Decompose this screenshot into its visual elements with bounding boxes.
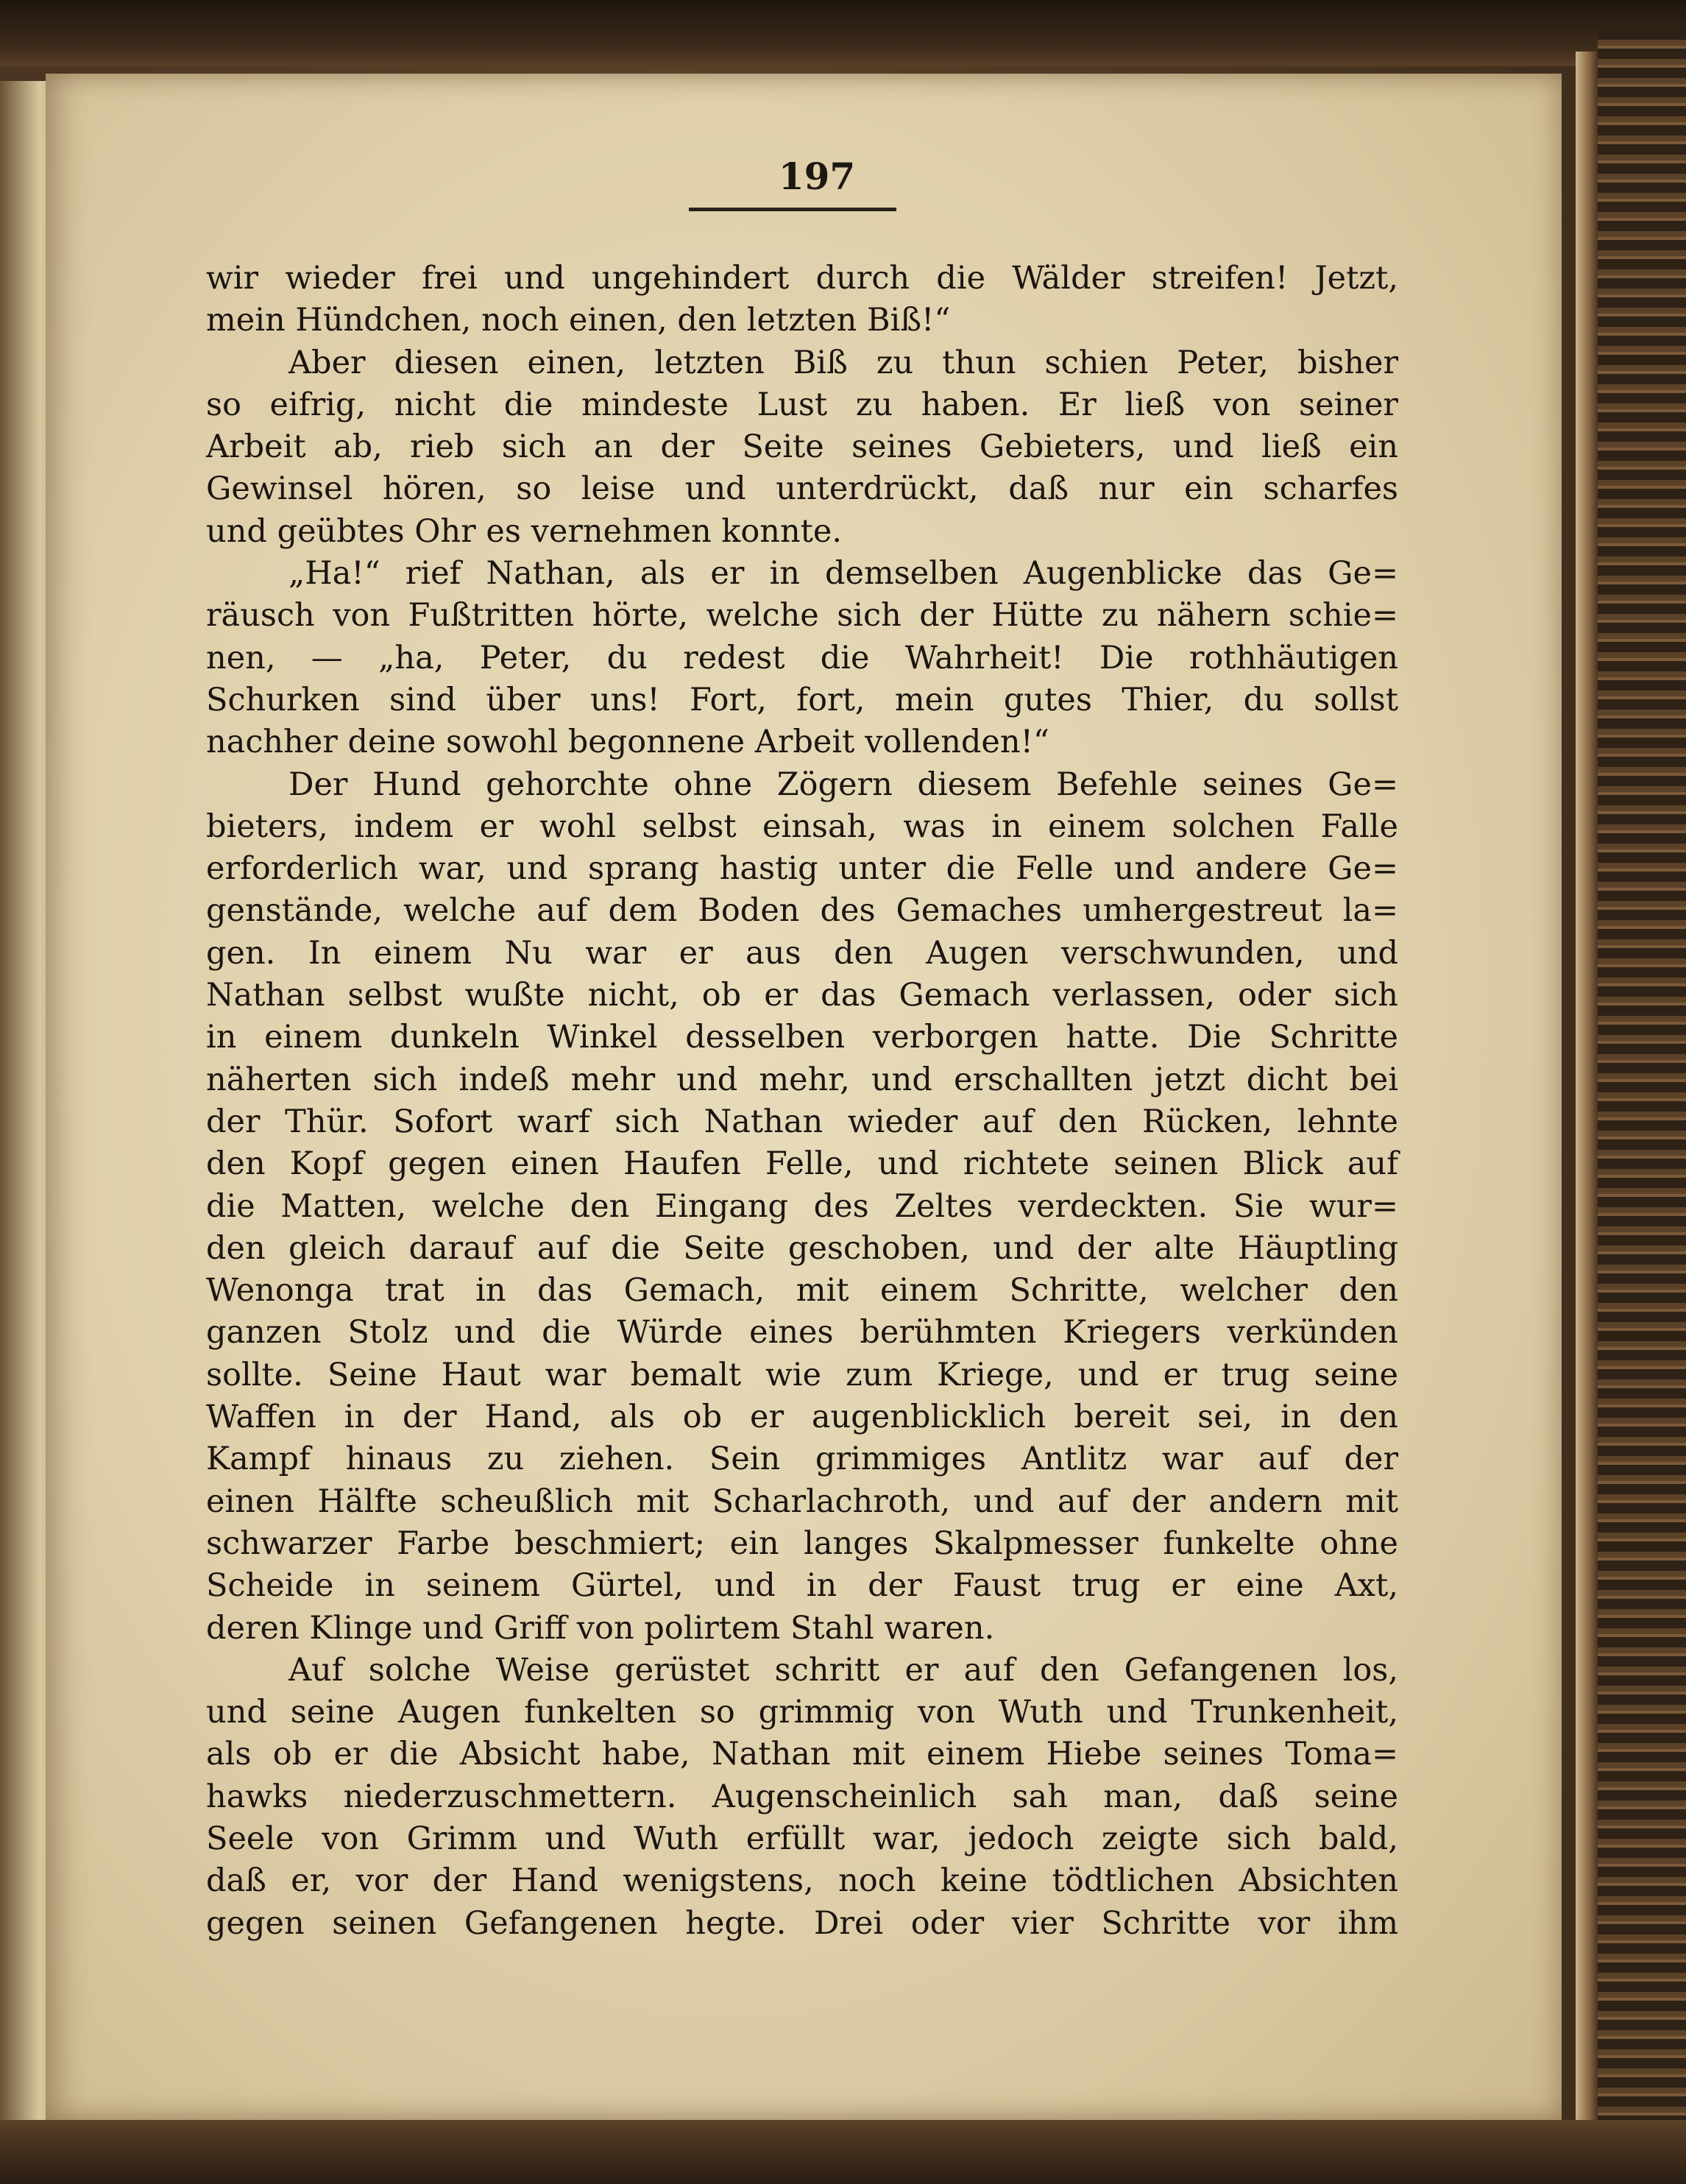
text-line: Schurken sind über uns! Fort, fort, mein gutes Thier, du sollst: [206, 681, 1398, 718]
text-line: näherten sich indeß mehr und mehr, und erschallten jetzt dicht bei: [206, 1061, 1398, 1098]
text-line: Gewinsel hören, so leise und unterdrückt, daß nur ein scharfes: [206, 470, 1398, 508]
text-line: genstände, welche auf dem Boden des Gemaches umhergestreut la=: [206, 892, 1398, 930]
text-line: Arbeit ab, rieb sich an der Seite seines Gebieters, und ließ ein: [206, 428, 1398, 466]
page-number: 197: [778, 155, 856, 198]
text-line: erforderlich war, und sprang hastig unter die Felle und andere Ge=: [206, 850, 1398, 888]
text-line: „Ha!“ rief Nathan, als er in demselben Augenblicke das Ge=: [288, 555, 1398, 593]
text-line: hawks niederzuschmettern. Augenscheinlich sah man, daß seine: [206, 1778, 1398, 1815]
text-line: und seine Augen funkelten so grimmig von Wuth und Trunkenheit,: [206, 1694, 1398, 1731]
text-line: Nathan selbst wußte nicht, ob er das Gemach verlassen, oder sich: [206, 977, 1398, 1014]
text-line: gen. In einem Nu war er aus den Augen verschwunden, und: [206, 934, 1398, 972]
text-line: bieters, indem er wohl selbst einsah, was in einem solchen Falle: [206, 807, 1398, 845]
text-line: so eifrig, nicht die mindeste Lust zu haben. Er ließ von seiner: [206, 386, 1398, 423]
text-line: daß er, vor der Hand wenigstens, noch keine tödtlichen Absichten: [206, 1862, 1398, 1900]
text-line: Scheide in seinem Gürtel, und in der Faust trug er eine Axt,: [206, 1567, 1398, 1605]
cover-board-bottom: [0, 2120, 1686, 2184]
text-line: Waffen in der Hand, als ob er augenblicklich bereit sei, in den: [206, 1399, 1398, 1436]
spine-binding: [1598, 29, 1686, 2149]
text-line: gegen seinen Gefangenen hegte. Drei oder vier Schritte vor ihm: [206, 1904, 1398, 1942]
text-line: die Matten, welche den Eingang des Zeltes verdeckten. Sie wur=: [206, 1187, 1398, 1225]
text-line: den gleich darauf auf die Seite geschoben, und der alte Häuptling: [206, 1229, 1398, 1267]
text-line: deren Klinge und Griff von polirtem Stahl waren.: [206, 1609, 995, 1647]
text-line: schwarzer Farbe beschmiert; ein langes Skalpmesser funkelte ohne: [206, 1524, 1398, 1562]
text-line: und geübtes Ohr es vernehmen konnte.: [206, 512, 843, 550]
cover-board-top: [0, 0, 1686, 66]
text-line: räusch von Fußtritten hörte, welche sich der Hütte zu nähern schie=: [206, 597, 1398, 635]
text-line: mein Hündchen, noch einen, den letzten Biß!“: [206, 302, 951, 339]
text-line: Aber diesen einen, letzten Biß zu thun schien Peter, bisher: [288, 344, 1398, 381]
text-line: ganzen Stolz und die Würde eines berühmten Kriegers verkünden: [206, 1314, 1398, 1351]
body-text: [206, 258, 1398, 1945]
text-line: sollte. Seine Haut war bemalt wie zum Kriege, und er trug seine: [206, 1356, 1398, 1393]
text-line: den Kopf gegen einen Haufen Felle, und richtete seinen Blick auf: [206, 1145, 1398, 1183]
text-line: Auf solche Weise gerüstet schritt er auf den Gefangenen los,: [288, 1651, 1398, 1689]
header-rule: [689, 208, 896, 211]
text-line: Kampf hinaus zu ziehen. Sein grimmiges Antlitz war auf der: [206, 1441, 1398, 1478]
text-line: wir wieder frei und ungehindert durch die Wälder streifen! Jetzt,: [206, 260, 1398, 297]
text-line: einen Hälfte scheußlich mit Scharlachroth, und auf der andern mit: [206, 1482, 1398, 1520]
text-line: Wenonga trat in das Gemach, mit einem Schritte, welcher den: [206, 1272, 1398, 1310]
text-line: Seele von Grimm und Wuth erfüllt war, jedoch zeigte sich bald,: [206, 1820, 1398, 1857]
text-line: der Thür. Sofort warf sich Nathan wieder auf den Rücken, lehnte: [206, 1103, 1398, 1140]
text-line: als ob er die Absicht habe, Nathan mit einem Hiebe seines Toma=: [206, 1736, 1398, 1773]
text-line: nen, — „ha, Peter, du redest die Wahrheit! Die rothhäutigen: [206, 639, 1398, 676]
page-block-edge: [1576, 52, 1598, 2142]
text-line: in einem dunkeln Winkel desselben verborgen hatte. Die Schritte: [206, 1019, 1398, 1056]
text-line: Der Hund gehorchte ohne Zögern diesem Befehle seines Ge=: [288, 766, 1398, 803]
text-line: nachher deine sowohl begonnene Arbeit vollenden!“: [206, 724, 1049, 761]
